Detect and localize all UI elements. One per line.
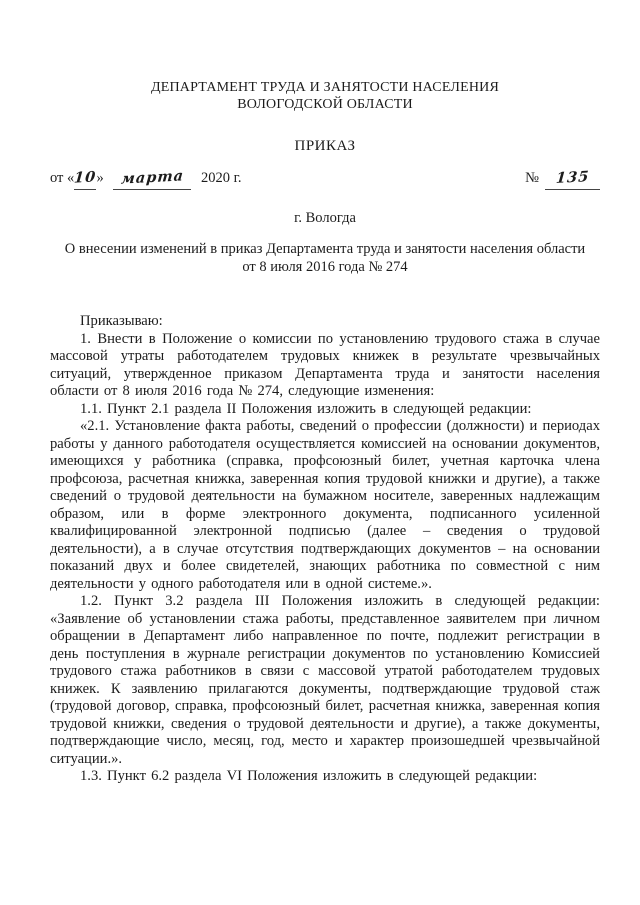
date-day-blank [74, 167, 96, 190]
doc-type-heading: ПРИКАЗ [294, 138, 356, 154]
paragraph: Приказываю: [80, 313, 163, 329]
paragraph: 1. Внести в Положение о комиссии по установлению трудового стажа в случае массовой утраты работодателем трудовых книжек в результате чрезвычайных ситуаций, утвержденное приказом Департамента труда и занятости населения области от 8 июля 2016 года № 274, следующие изменения: [50, 330, 600, 399]
date-year: 2020 г. [200, 170, 242, 186]
city-line: г. Вологда [294, 210, 356, 226]
org-name-line1: ДЕПАРТАМЕНТ ТРУДА И ЗАНЯТОСТИ НАСЕЛЕНИЯ [150, 80, 500, 95]
doc-number [525, 167, 600, 190]
doc-number-label: № [525, 170, 539, 186]
date-prefix: от « [50, 170, 75, 186]
paragraph: 1.3. Пункт 6.2 раздела VI Положения изложить в следующей редакции: [80, 768, 538, 784]
date-number-row [50, 167, 600, 190]
date-month-handwritten: марта [120, 167, 185, 188]
paragraph: «2.1. Установление факта работы, сведений о профессии (должности) и периодах работы у данного работодателя осуществляется комиссией на основании документов, имеющихся у работника (справка, профсоюзный билет, учетная карточка члена профсоюза, расчетная книжка, заверенная копия трудовой книжки и другие), а также сведений о трудовой деятельности на бумажном носителе, заверенных надлежащим образом, или в форме электронного документа, подписанного усиленной квалифицированной электронной подписью (далее – сведения о трудовой деятельности), а в случае отсутствия подтверждающих документов – на основании показаний двух и более свидетелей, знающих работника по совместной с ним деятельности у одного работодателя или в одной системе.». [50, 418, 600, 592]
doc-number-handwritten: 135 [555, 168, 590, 187]
date-line [50, 167, 242, 190]
date-suffix: » [96, 170, 104, 186]
date-day-handwritten: 10 [73, 168, 98, 187]
doc-number-blank [545, 167, 600, 190]
paragraph: 1.2. Пункт 3.2 раздела III Положения изложить в следующей редакции: «Заявление об установлении стажа работы, представленное заявителем при личном обращении в Департамент либо направленное по почте, подлежит регистрации в день поступления в журнале регистрации документов по установлению Комиссией трудового стажа работников в связи с массовой утратой работодателем трудовых книжек. К заявлению прилагаются документы, подтверждающие трудовой стаж (трудовой договор, справка, профсоюзный билет, расчетная книжка, заверенная копия трудовой книжки, сведения о трудовой деятельности и другие), а также документы, подтверждающие число, месяц, год, место и характер произошедшей чрезвычайной ситуации.». [50, 593, 600, 767]
body-text [50, 313, 600, 786]
org-header [50, 79, 600, 113]
org-name-line2: ВОЛОГОДСКОЙ ОБЛАСТИ [237, 97, 413, 112]
date-month-blank [113, 167, 191, 190]
paragraph: 1.1. Пункт 2.1 раздела II Положения изложить в следующей редакции: [80, 400, 532, 417]
doc-title: О внесении изменений в приказ Департамента труда и занятости населения области от 8 июля 2016 года № 274 [64, 241, 586, 275]
